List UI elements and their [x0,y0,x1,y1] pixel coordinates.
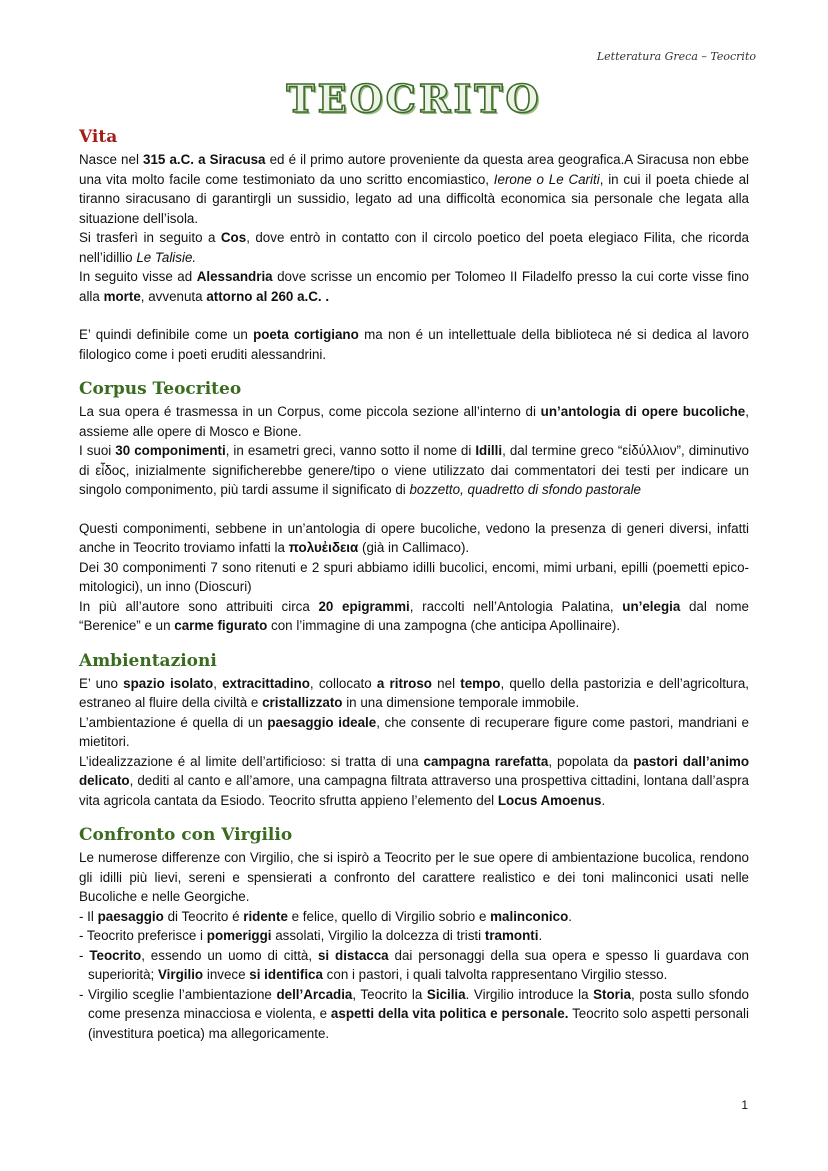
list-item: - Teocrito preferisce i pomeriggi assolati, Virgilio la dolcezza di tristi tramonti. [79,928,543,943]
paragraph: In seguito visse ad Alessandria dove scrisse un encomio per Tolomeo II Filadelfo presso la cui corte visse fino alla morte, avvenuta attorno al 260 a.C. . [79,269,750,304]
section-ambientazioni [79,648,749,811]
paragraph: E’ uno spazio isolato, extracittadino, collocato a ritroso nel tempo, quello della pastorizia e dell’agricoltura, estraneo al fluire della civiltà e cristallizzato in una dimensione temporale immobile. [79,675,750,710]
paragraph: E’ quindi definibile come un poeta cortigiano ma non é un intellettuale della biblioteca né si dedica al lavoro filologico come i poeti eruditi alessandrini. [79,327,749,362]
paragraph: Le numerose differenze con Virgilio, che si ispirò a Teocrito per le sue opere di ambientazione bucolica, rendono gli idilli più lievi, sereni e spensierati a confronto del carattere realistico e dei toni malinconici usati nelle Bucoliche e nelle Georgiche. [79,850,749,904]
paragraph: L’ambientazione é quella di un paesaggio ideale, che consente di recuperare figure come pastori, mandriani e mietitori. [79,714,749,749]
content [79,124,749,1043]
header-note: Letteratura Greca – Teocrito [596,50,756,63]
section-heading-ambientazioni: Ambientazioni [79,650,217,671]
paragraph: La sua opera é trasmessa in un Corpus, come piccola sezione all’interno di un’antologia di opere bucoliche, assieme alle opere di Mosco e Bione. [79,404,749,439]
list-item: - Teocrito, essendo un uomo di città, si distacca dai personaggi della sua opera e spesso li guardava con superiorità; Virgilio invece si identifica con i pastori, i quali talvolta rappresentano Virgilio stesso. [79,947,750,982]
page-title: TEOCRITO [286,76,542,121]
paragraph: L’idealizzazione é al limite dell’artificioso: si tratta di una campagna rarefatta, popolata da pastori dall’animo delicato, dediti al canto e all’amore, una campagna filtrata attraverso una prospettiva cittadini, lontana dall’aspra vita agricola cantata da Esiodo. Teocrito sfrutta appieno l’elemento del Locus Amoenus. [79,753,750,808]
section-corpus [79,376,749,636]
page-number: 1 [741,1098,748,1112]
section-confronto [79,822,749,1043]
paragraph: Nasce nel 315 a.C. a Siracusa ed é il primo autore proveniente da questa area geografica.A Siracusa non ebbe una vita molto facile come testimoniato da uno scritto encomiastico, Ierone o Le Cariti, in cui il poeta chiede al tiranno siracusano di garantirgli un sussidio, legato ad una difficoltà economica sia personale che legata alla situazione dell’isola. [79,152,749,226]
comparison-list [79,907,749,1044]
paragraph: Questi componimenti, sebbene in un’antologia di opere bucoliche, vedono la presenza di generi diversi, infatti anche in Teocrito troviamo infatti la πολυἐιδεια (già in Callimaco). [79,520,749,555]
paragraph: I suoi 30 componimenti, in esametri greci, vanno sotto il nome di Idilli, dal termine greco “εἰδύλλιον”, diminutivo di εἶδος, inizialmente significherebbe genere/tipo o viene utilizzato dai commentatori dei testi per indicare un singolo componimento, più tardi assume il significato di bozzetto, quadretto di sfondo pastorale [79,443,749,497]
section-vita [79,124,749,364]
section-heading-confronto: Confronto con Virgilio [79,825,293,845]
paragraph: In più all’autore sono attribuiti circa 20 epigrammi, raccolti nell’Antologia Palatina, un’elegia dal nome “Berenice” e un carme figurato con l’immagine di una zampogna (che anticipa Apollinaire). [79,598,749,633]
section-heading-corpus: Corpus Teocriteo [79,379,242,399]
paragraph: Si trasferì in seguito a Cos, dove entrò in contatto con il circolo poetico del poeta elegiaco Filita, che ricorda nell’idillio Le Talisie. [79,230,749,265]
list-item: - Virgilio sceglie l’ambientazione dell’Arcadia, Teocrito la Sicilia. Virgilio introduce la Storia, posta sullo sfondo come presenza minacciosa e violenta, e aspetti della vita politica e personale. Teocrito solo aspetti personali (investitura poetica) ma allegoricamente. [79,986,749,1041]
section-heading-vita: Vita [79,127,118,147]
list-item: - Il paesaggio di Teocrito é ridente e felice, quello di Virgilio sobrio e malinconico. [79,908,572,924]
paragraph: Dei 30 componimenti 7 sono ritenuti e 2 spuri abbiamo idilli bucolici, encomi, mimi urbani, epilli (poemetti epico-mitologici), un inno (Dioscuri) [79,559,749,594]
